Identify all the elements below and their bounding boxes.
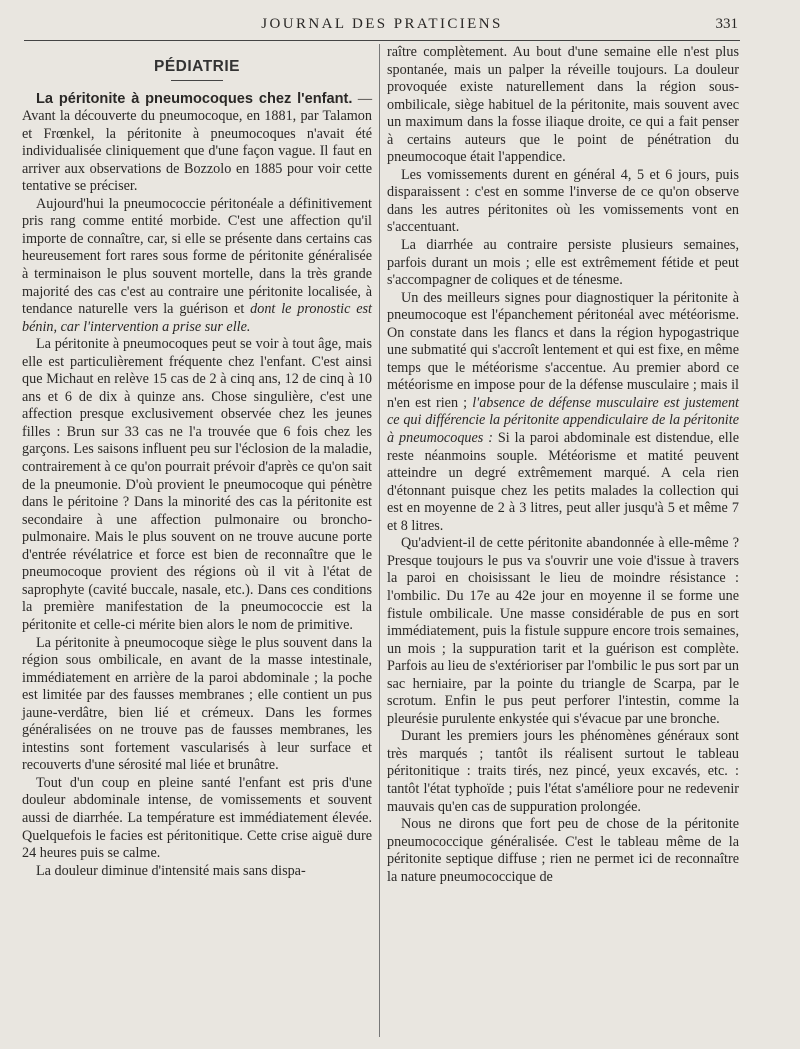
- paragraph-italic-text: l'absence de défense musculaire est justement ce qui différencie la péritonite appendiculaire de la péritonite à pneumocoques :: [387, 394, 739, 447]
- section-rule: [171, 80, 223, 81]
- paragraph-text: Avant la découverte du pneumocoque, en 1881, par Talamon et Frœnkel, la péritonite à pneumocoques n'avait été individualisée cliniquement que d'une façon vague. Il faut en arriver aux observations de Bozzolo en 1885 pour voir cette tentative se préciser.: [22, 108, 372, 195]
- journal-title: JOURNAL DES PRATICIENS: [261, 16, 503, 32]
- paragraph-italic-text: dont le pronostic est bénin, car l'intervention a prise sur elle.: [22, 301, 372, 335]
- paragraph: Nous ne dirons que fort peu de chose de la péritonite pneumococcique généralisée. C'est le tableau même de la péritonite septique diffuse ; rien ne permet ici de reconnaître la nature pneumococcique de: [387, 816, 739, 885]
- paragraph: Durant les premiers jours les phénomènes généraux sont très marqués ; tantôt ils réalisent surtout le tableau péritonitique : traits tirés, nez pincé, yeux excavés, etc. : tantôt l'état typhoïde ; puis l'état s'améliore pour ne redevenir mauvais qu'en cas de suppuration prolongée.: [387, 728, 739, 815]
- paragraph: [387, 290, 739, 536]
- paragraph: La douleur diminue d'intensité mais sans dispa-: [36, 862, 306, 879]
- section-title: PÉDIATRIE: [153, 58, 241, 75]
- left-column: [22, 44, 372, 1041]
- column-divider: [379, 44, 380, 1037]
- paragraph: [22, 196, 372, 336]
- running-header: [24, 10, 740, 41]
- page-number: 331: [715, 16, 738, 32]
- paragraph-text: Aujourd'hui la pneumococcie péritonéale a définitivement pris rang comme entité morbide. C'est une affection qu'il importe de connaître, car, si elle se présente dans certains cas heureusement fort rares sous forme de péritonite généralisée à terminaison le plus souvent mortelle, dans la très grande majorité des cas c'est au contraire une péritonite localisée, à tendance naturelle vers la guérison et: [22, 195, 372, 318]
- article-title: La péritonite à pneumocoques chez l'enfant.: [36, 90, 353, 107]
- paragraph: La diarrhée au contraire persiste plusieurs semaines, parfois durant un mois ; elle est extrêmement fétide et peut s'accompagner de coliques et de ténesme.: [387, 237, 739, 289]
- paragraph: Tout d'un coup en pleine santé l'enfant est pris d'une douleur abdominale intense, de vomissements et souvent aussi de diarrhée. La température est immédiatement élevée. Quelquefois le facies est péritonitique. Cette crise aiguë dure 24 heures puis se calme.: [22, 774, 372, 862]
- paragraph: Les vomissements durent en général 4, 5 et 6 jours, puis disparaissent : c'est en somme l'inverse de ce qu'on observe dans les autres péritonites où les vomissements vont en s'accentuant.: [387, 166, 739, 236]
- paragraph-continued: raître complètement. Au bout d'une semaine elle n'est plus spontanée, mais un palper la réveille toujours. La douleur provoquée existe naturellement dans la région sous-ombilicale, siège habituel de la péritonite, mais souvent avec un maximum dans la fosse iliaque droite, ce qui a fait penser à certains auteurs que le point de pénétration du pneumocoque était l'appendice.: [387, 44, 739, 166]
- paragraph: La péritonite à pneumocoques peut se voir à tout âge, mais elle est particulièrement fréquente chez l'enfant. C'est ainsi que Michaut en relève 15 cas de 2 à cinq ans, 12 de cinq à 10 ans et 6 de dix à quinze ans. Chose singulière, c'est une affection presque exclusivement observée chez les jeunes filles : Brun sur 33 cas ne l'a trouvée que 6 fois chez les garçons. Les saisons influent peu sur l'éclosion de la maladie, contrairement à ce qu'on pourrait prévoir d'après ce qu'on sait de la pneumonie. D'où provient le pneumocoque qui pénètre dans le péritoine ? Dans la minorité des cas la péritonite est secondaire à une affection pulmonaire ou broncho-pulmonaire. Mais le plus souvent on ne trouve aucune porte d'entrée révélatrice et force est bien de reconnaître que le pneumocoque provient des régions où il vit à l'état de saprophyte (cavité buccale, nasale, etc.). Dans ces conditions la première manifestation de la pneumococcie est la péritonite et celle-ci mérite bien alors le nom de primitive.: [22, 336, 372, 633]
- right-column: [387, 44, 739, 1041]
- title-dash: —: [352, 90, 373, 107]
- article-first-paragraph: [22, 91, 372, 196]
- paragraph: La péritonite à pneumocoque siège le plus souvent dans la région sous ombilicale, en avant de la masse intestinale, immédiatement en arrière de la paroi abdominale ; la poche est limitée par des fausses membranes ; elle contient un pus jaune-verdâtre, bien lié et crémeux. Dans les formes généralisées on ne trouve pas de fausses membranes, les intestins sont fortement vascularisés à leur surface et recouverts d'une sérosité mal liée et brunâtre.: [22, 634, 372, 774]
- paragraph-text: Un des meilleurs signes pour diagnostiquer la péritonite à pneumocoque est l'épanchement péritonéal avec météorisme. On constate dans les flancs et dans la région hypogastrique une submatité qui s'accroît lentement et qui est fixe, en même temps que le météorisme s'accentue. Au premier abord ce météorisme en impose pour de la défense musculaire ; mais il n'en est rien ;: [387, 289, 739, 411]
- paragraph: Qu'advient-il de cette péritonite abandonnée à elle-même ? Presque toujours le pus va s'ouvrir une voie d'issue à travers la paroi en choisissant le lieu de moindre résistance : l'ombilic. Du 17e au 42e jour en moyenne il se forme une fistule ombilicale. Une masse considérable de pus en sort immédiatement, puis la fistule suppure encore trois semaines, un mois ; la suppuration tarit et la guérison est complète. Parfois au lieu de s'extérioriser par l'ombilic le pus sort par un sac herniaire, par la pointe du triangle de Scarpa, par le scrotum. Enfin le pus peut perforer l'intestin, comme la pleurésie purulente enkystée qui s'évacue par une bronche.: [387, 535, 739, 727]
- paragraph-text: Si la paroi abdominale est distendue, elle reste néanmoins souple. Météorisme et matité peuvent atteindre un degré extrêmement marqué. A cela rien d'étonnant puisque chez les petits malades la collection qui est en moyenne de 2 à 3 litres, peut aller jusqu'à 5 et même 7 et 8 litres.: [387, 430, 739, 534]
